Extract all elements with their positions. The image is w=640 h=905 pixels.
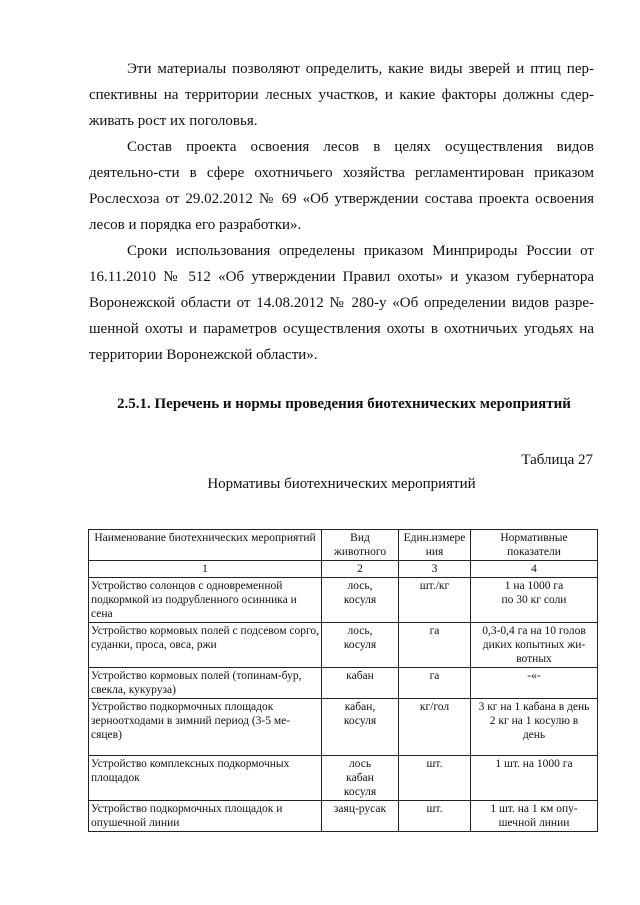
paragraph-2: Состав проекта освоения лесов в целях осуществления видов деятельно-сти в сфере охотничьего хозяйства регламентирован приказом Рослесхоза от 29.02.2012 № 69 «Об утверждении состава проекта освоения лесов и порядка его разработки». <box>89 139 594 233</box>
norm-cell <box>471 699 598 756</box>
norm-cell <box>471 668 598 699</box>
norm-line: диких копытных жи- <box>482 639 586 651</box>
norm-line: 3 кг на 1 кабана в день <box>478 701 590 713</box>
animal-cell <box>322 578 399 623</box>
column-number: 3 <box>399 561 471 578</box>
animal-cell <box>322 699 399 756</box>
animal-cell <box>322 756 399 801</box>
table-row <box>89 756 598 801</box>
animal-line: косуля <box>343 715 377 727</box>
unit-cell: шт. <box>399 801 471 832</box>
table-number: Таблица 27 <box>521 452 593 468</box>
header-cell: Наименование биотехнических мероприятий <box>89 530 322 561</box>
animal-line: лось, <box>347 625 373 637</box>
column-number: 4 <box>471 561 598 578</box>
unit-cell: га <box>399 623 471 668</box>
table-row <box>89 801 598 832</box>
table-row <box>89 668 598 699</box>
table-title: Нормативы биотехнических мероприятий <box>207 476 476 492</box>
norm-cell <box>471 756 598 801</box>
norm-line: 0,3-0,4 га на 10 голов <box>482 625 586 637</box>
animal-line: лось, <box>347 580 373 592</box>
column-number: 2 <box>322 561 399 578</box>
header-cell: Нормативные показатели <box>471 530 598 561</box>
animal-cell <box>322 801 399 832</box>
activity-name: Устройство кормовых полей (топинам-бур, свекла, кукуруза) <box>89 668 322 699</box>
animal-line: кабан <box>346 670 374 682</box>
norm-cell <box>471 623 598 668</box>
norm-line: 1 шт. на 1000 га <box>495 758 573 770</box>
table-row <box>89 578 598 623</box>
norm-cell <box>471 578 598 623</box>
activity-name: Устройство подкормочных площадок зерноотходами в зимний период (3-5 ме-сяцев) <box>89 699 322 756</box>
header-cell: Един.измере ния <box>399 530 471 561</box>
activity-name: Устройство комплексных подкормочных площадок <box>89 756 322 801</box>
section-heading: 2.5.1. Перечень и нормы проведения биотехнических мероприятий <box>117 396 571 412</box>
norm-line: вотных <box>516 653 552 665</box>
table-row <box>89 623 598 668</box>
norm-line: 2 кг на 1 косулю в <box>489 715 579 727</box>
animal-line: кабан, <box>344 701 376 713</box>
paragraph-1: Эти материалы позволяют определить, какие виды зверей и птиц пер-спективны на территории лесных участков, и какие факторы должны сдер-живать рост их поголовья. <box>89 61 594 129</box>
norm-line: 1 на 1000 га <box>504 580 564 592</box>
animal-line: лось <box>348 758 372 770</box>
animal-line: кабан <box>346 772 374 784</box>
paragraph-3: Сроки использования определены приказом Минприроды России от 16.11.2010 № 512 «Об утверждении Правил охоты» и указом губернатора Воронежской области от 14.08.2012 № 280-у «Об определении видов разре-шенной охоты и параметров осуществления охоты в охотничьих угодьях на территории Воронежской области». <box>89 243 594 363</box>
unit-cell: кг/гол <box>399 699 471 756</box>
unit-cell: шт./кг <box>399 578 471 623</box>
animal-line: косуля <box>343 639 377 651</box>
table-header-row <box>89 530 598 561</box>
column-number: 1 <box>89 561 322 578</box>
norm-line: -«- <box>527 670 541 682</box>
norm-line: 1 шт. на 1 км опу- <box>490 803 578 815</box>
activity-name: Устройство кормовых полей с подсевом сорго, суданки, проса, овса, ржи <box>89 623 322 668</box>
norm-line: день <box>522 729 546 741</box>
unit-cell: шт. <box>399 756 471 801</box>
animal-cell <box>322 668 399 699</box>
unit-cell: га <box>399 668 471 699</box>
animal-cell <box>322 623 399 668</box>
norm-line: шечной линии <box>498 817 570 829</box>
header-cell: Вид животного <box>322 530 399 561</box>
activity-name: Устройство подкормочных площадок и опушечной линии <box>89 801 322 832</box>
animal-line: косуля <box>343 594 377 606</box>
table-row <box>89 699 598 756</box>
activity-name: Устройство солонцов с одновременной подкормкой из подрубленного осинника и сена <box>89 578 322 623</box>
norms-table <box>88 529 598 832</box>
norm-cell <box>471 801 598 832</box>
column-number-row <box>89 561 598 578</box>
norm-line: по 30 кг соли <box>501 594 567 606</box>
animal-line: косуля <box>343 786 377 798</box>
animal-line: заяц-русак <box>333 803 387 815</box>
